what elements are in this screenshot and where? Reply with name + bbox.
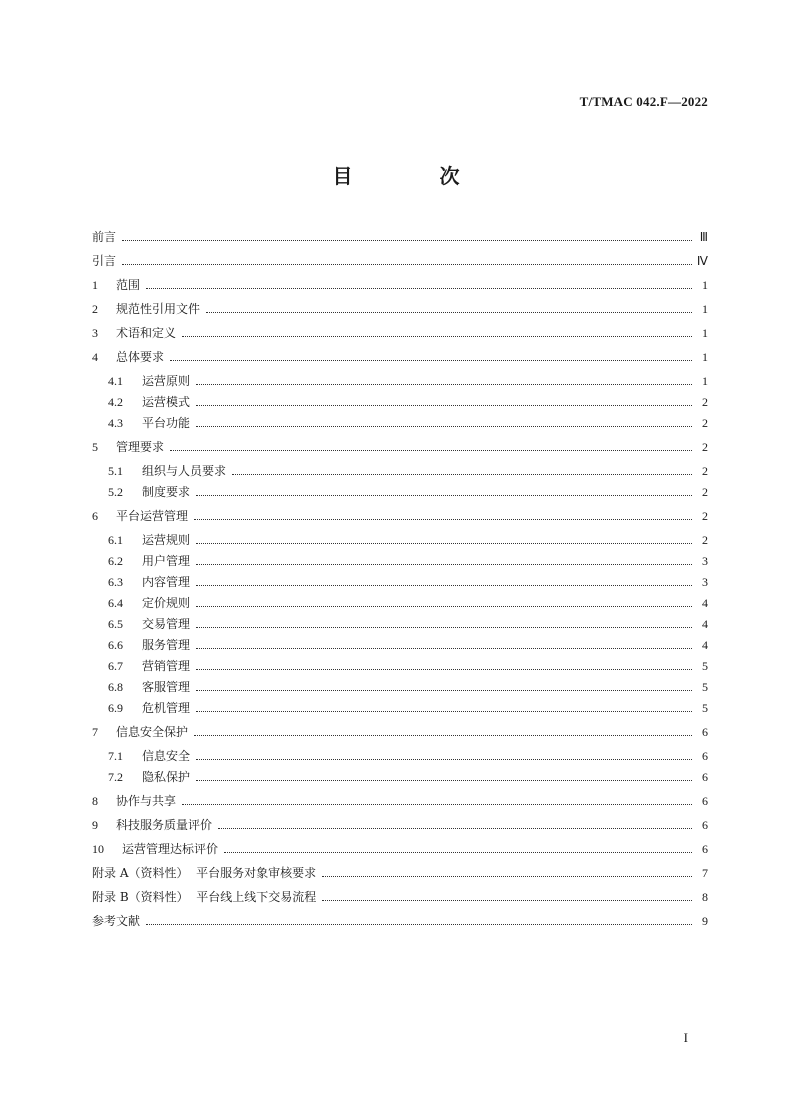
dot-leader: [196, 690, 692, 691]
toc-entry-number: 6.6: [108, 638, 123, 652]
toc-entry-label: 信息安全: [142, 749, 191, 763]
dot-leader: [196, 564, 692, 565]
dot-leader: [196, 543, 692, 544]
toc-entry[interactable]: [92, 864, 708, 882]
toc-entry-label: 组织与人员要求: [142, 464, 227, 478]
dot-leader: [218, 828, 692, 829]
toc-entry[interactable]: [92, 438, 708, 456]
toc-entry-label: 术语和定义: [116, 326, 177, 340]
toc-entry-page: 1: [702, 278, 708, 292]
dot-leader: [322, 900, 692, 901]
toc-entry-label: 参考文献: [92, 914, 141, 928]
toc-entry-page: 2: [702, 533, 708, 547]
toc-entry-number: 4.1: [108, 374, 123, 388]
toc-entry[interactable]: [92, 912, 708, 930]
dot-leader: [196, 495, 692, 496]
dot-leader: [196, 759, 692, 760]
toc-entry[interactable]: [108, 699, 708, 717]
toc-entry-number: 6.2: [108, 554, 123, 568]
toc-entry-label: 运营管理达标评价: [122, 842, 219, 856]
toc-entry-label: 协作与共享: [116, 794, 177, 808]
toc-entry[interactable]: [92, 840, 708, 858]
toc-entry-number: 5.1: [108, 464, 123, 478]
toc-entry-page: 1: [702, 302, 708, 316]
dot-leader: [170, 360, 692, 361]
toc-entry-number: 2: [92, 302, 98, 316]
toc-entry-page: 3: [702, 575, 708, 589]
toc-entry[interactable]: [108, 372, 708, 390]
toc-entry-label: 信息安全保护: [116, 725, 189, 739]
toc-entry[interactable]: [108, 552, 708, 570]
toc-entry-number: 6.4: [108, 596, 123, 610]
toc-entry[interactable]: [92, 252, 708, 270]
dot-leader: [196, 606, 692, 607]
toc-entry-label: 营销管理: [142, 659, 191, 673]
toc-entry-label: 用户管理: [142, 554, 191, 568]
toc-entry-page: 5: [702, 701, 708, 715]
toc-entry[interactable]: [92, 792, 708, 810]
toc-entry-number: 4.2: [108, 395, 123, 409]
toc-entry-label: 平台运营管理: [116, 509, 189, 523]
toc-entry-label: 内容管理: [142, 575, 191, 589]
toc-entry[interactable]: [92, 723, 708, 741]
toc-entry[interactable]: [108, 531, 708, 549]
toc-entry-number: 10: [92, 842, 104, 856]
dot-leader: [322, 876, 692, 877]
toc-entry-page: Ⅲ: [699, 230, 708, 244]
dot-leader: [194, 735, 692, 736]
toc-entry-page: 6: [702, 770, 708, 784]
toc-entry-number: 7.2: [108, 770, 123, 784]
dot-leader: [196, 627, 692, 628]
toc-entry-label: 范围: [116, 278, 141, 292]
toc-entry-number: 5: [92, 440, 98, 454]
toc-entry-page: 4: [702, 596, 708, 610]
toc-entry-label: 附录 A（资料性） 平台服务对象审核要求: [92, 866, 317, 880]
dot-leader: [196, 669, 692, 670]
toc-entry-page: 1: [702, 374, 708, 388]
toc-entry-page: 6: [702, 725, 708, 739]
toc-entry-number: 6.7: [108, 659, 123, 673]
toc-entry-page: 4: [702, 638, 708, 652]
dot-leader: [122, 240, 692, 241]
toc-entry-number: 7: [92, 725, 98, 739]
toc-entry-number: 6.9: [108, 701, 123, 715]
dot-leader: [196, 384, 692, 385]
toc-entry-page: 5: [702, 659, 708, 673]
toc-entry-page: 2: [702, 464, 708, 478]
dot-leader: [182, 336, 692, 337]
toc-entry-page: 1: [702, 350, 708, 364]
dot-leader: [170, 450, 692, 451]
toc-entry-number: 8: [92, 794, 98, 808]
dot-leader: [224, 852, 692, 853]
toc-entry-page: 3: [702, 554, 708, 568]
toc-entry[interactable]: [108, 636, 708, 654]
toc-entry[interactable]: [108, 483, 708, 501]
toc-entry-number: 9: [92, 818, 98, 832]
toc-entry-label: 前言: [92, 230, 117, 244]
toc-entry-page: 5: [702, 680, 708, 694]
toc-entry[interactable]: [92, 816, 708, 834]
toc-entry-page: 8: [702, 890, 708, 904]
dot-leader: [146, 288, 692, 289]
toc-entry-label: 隐私保护: [142, 770, 191, 784]
toc-entry-page: 2: [702, 395, 708, 409]
toc-entry-label: 科技服务质量评价: [116, 818, 213, 832]
toc-entry-label: 规范性引用文件: [116, 302, 201, 316]
toc-entry[interactable]: [92, 324, 708, 342]
toc-entry-page: 6: [702, 794, 708, 808]
dot-leader: [196, 426, 692, 427]
toc-entry-page: Ⅳ: [696, 254, 708, 268]
toc-entry-number: 4: [92, 350, 98, 364]
toc-entry-label: 管理要求: [116, 440, 165, 454]
toc-entry[interactable]: [108, 573, 708, 591]
toc-entry[interactable]: [108, 462, 708, 480]
toc-entry-number: 6.3: [108, 575, 123, 589]
toc-entry-page: 4: [702, 617, 708, 631]
toc-entry[interactable]: [92, 300, 708, 318]
toc-entry[interactable]: [108, 594, 708, 612]
toc-entry-number: 4.3: [108, 416, 123, 430]
toc-entry[interactable]: [108, 615, 708, 633]
toc-entry-number: 6: [92, 509, 98, 523]
toc-entry-page: 2: [702, 509, 708, 523]
toc-entry-page: 9: [702, 914, 708, 928]
dot-leader: [206, 312, 692, 313]
dot-leader: [122, 264, 692, 265]
toc-entry[interactable]: [92, 228, 708, 246]
toc-entry-label: 危机管理: [142, 701, 191, 715]
toc-entry[interactable]: [108, 414, 708, 432]
toc-entry[interactable]: [108, 747, 708, 765]
toc-entry-label: 制度要求: [142, 485, 191, 499]
toc-entry-number: 3: [92, 326, 98, 340]
toc-entry-label: 平台功能: [142, 416, 191, 430]
toc-title: 目 次: [332, 164, 500, 188]
toc-entry-page: 6: [702, 818, 708, 832]
toc-entry[interactable]: [108, 393, 708, 411]
dot-leader: [196, 780, 692, 781]
toc-entry-page: 6: [702, 842, 708, 856]
toc-entry-label: 交易管理: [142, 617, 191, 631]
toc-entry-number: 6.5: [108, 617, 123, 631]
toc-entry[interactable]: [108, 768, 708, 786]
toc-entry-label: 运营模式: [142, 395, 191, 409]
dot-leader: [232, 474, 692, 475]
toc-entry[interactable]: [108, 657, 708, 675]
toc-entry-page: 2: [702, 440, 708, 454]
dot-leader: [196, 648, 692, 649]
toc-entry[interactable]: [108, 678, 708, 696]
toc-entry-label: 引言: [92, 254, 117, 268]
toc-entry[interactable]: [92, 348, 708, 366]
toc-entry-page: 6: [702, 749, 708, 763]
toc-entry-number: 6.8: [108, 680, 123, 694]
toc-entry-number: 1: [92, 278, 98, 292]
toc-entry[interactable]: [92, 507, 708, 525]
toc-entry[interactable]: [92, 888, 708, 906]
toc-entry-label: 总体要求: [116, 350, 165, 364]
dot-leader: [196, 585, 692, 586]
dot-leader: [196, 405, 692, 406]
toc-entry-label: 客服管理: [142, 680, 191, 694]
dot-leader: [146, 924, 692, 925]
dot-leader: [182, 804, 692, 805]
dot-leader: [196, 711, 692, 712]
toc-entry-number: 5.2: [108, 485, 123, 499]
toc-entry-number: 6.1: [108, 533, 123, 547]
document-code: T/TMAC 042.F—2022: [579, 94, 708, 109]
toc-entry-label: 运营原则: [142, 374, 191, 388]
footer-page-number: I: [683, 1030, 688, 1045]
toc-entry-page: 7: [702, 866, 708, 880]
toc-entry-page: 2: [702, 485, 708, 499]
toc-entry-label: 运营规则: [142, 533, 191, 547]
toc-entry-page: 1: [702, 326, 708, 340]
toc-entry-label: 附录 B（资料性） 平台线上线下交易流程: [92, 890, 317, 904]
toc-entry-page: 2: [702, 416, 708, 430]
toc-entry-label: 定价规则: [142, 596, 191, 610]
toc-entry-label: 服务管理: [142, 638, 191, 652]
dot-leader: [194, 519, 692, 520]
toc-entry[interactable]: [92, 276, 708, 294]
toc-entry-number: 7.1: [108, 749, 123, 763]
